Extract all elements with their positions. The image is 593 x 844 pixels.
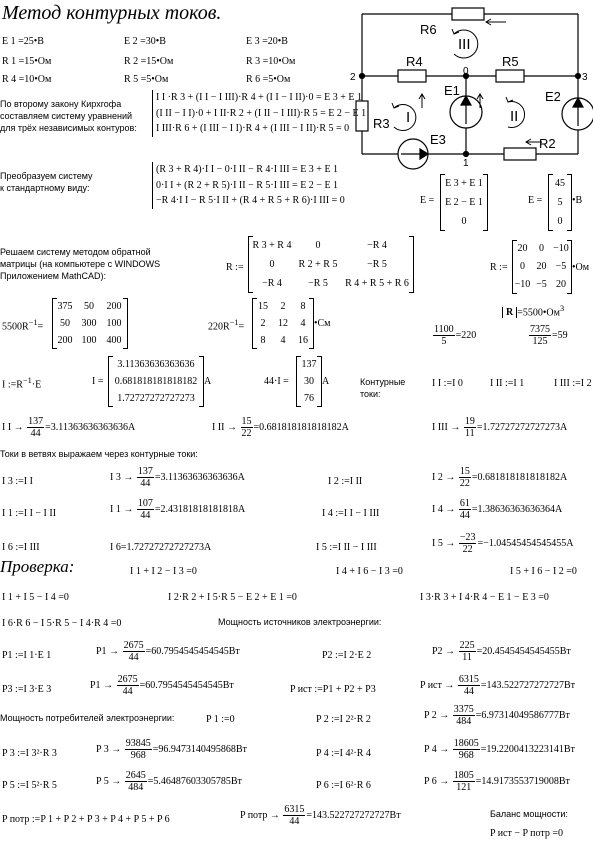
param-e3: E 3 =20•В bbox=[246, 36, 288, 47]
i44-unit: A bbox=[322, 376, 330, 387]
e-vector-symbolic: E 3 + E 1 E 2 − E 1 0 bbox=[440, 174, 488, 231]
power-def-p5c: P 5 :=I 5²·R 5 bbox=[2, 780, 57, 791]
balance-equation: P ист − P потр =0 bbox=[490, 828, 564, 839]
r-matrix-numeric: 20 0 −10 0 20 −5 −10 −5 20 bbox=[512, 240, 572, 294]
r-matrix-symbolic: R 3 + R 4 0 −R 4 0 R 2 + R 5 −R 5 −R 4 −R 5 R 4 + R 5 + R 6 bbox=[248, 236, 414, 293]
i-equation: I $:=R^{-1}\cdot E$ bbox=[2, 376, 42, 391]
inv2-matrix: 15 2 8 2 12 4 8 4 16 bbox=[252, 298, 314, 349]
param-r4: R 4 =10•Ом bbox=[2, 74, 52, 85]
resistor-r6 bbox=[452, 8, 484, 20]
node-3: 3 bbox=[582, 72, 588, 83]
standard-system: (R 3 + R 4)·I I − 0·I II − R 4·I III = E 3 + E 1 0·I I + (R 2 + R 5)·I II − R 5·I III = E 2 − E 1 −R 4·I I − R 5·I II + (R 4 + R 5 + R 6)·I III = 0 bbox=[152, 162, 345, 209]
label-r5: R5 bbox=[502, 54, 519, 69]
power-def-p1: P1 :=I 1·E 1 bbox=[2, 650, 52, 661]
power-total-val: P потр → $\frac{6315}{44}$ =143.522727272727Вт bbox=[240, 804, 401, 827]
fraction-b: $\frac{7375}{125}$ =59 bbox=[530, 324, 568, 347]
e-vector-num-label: E = bbox=[528, 195, 543, 206]
transform-text: Преобразуем систему к стандартному виду: bbox=[0, 171, 93, 194]
power-total-def: P потр :=P 1 + P 2 + P 3 + P 4 + P 5 + P 6 bbox=[2, 814, 170, 825]
node-0: 0 bbox=[463, 66, 469, 77]
solve-text: Решаем систему методом обратной матрицы (на компьютере с WINDOWS Приложением MathCAD): bbox=[0, 247, 161, 282]
branch-val-i2: I 2 → $\frac{15}{22}$ =0.681818181818182A bbox=[432, 466, 568, 489]
param-r5: R 5 =5•Ом bbox=[124, 74, 169, 85]
node-1: 1 bbox=[463, 158, 469, 169]
inv1-label: $5500R^{-1}=$ bbox=[2, 318, 44, 333]
source-power-text: Мощность источников электроэнергии: bbox=[218, 617, 382, 627]
balance-text: Баланс мощности: bbox=[490, 809, 568, 819]
loop-assign-1: I I :=I 0 bbox=[432, 378, 463, 389]
param-r6: R 6 =5•Ом bbox=[246, 74, 291, 85]
power-val-p6c: P 6 → $\frac{1805}{121}$ =14.9173553719008Вт bbox=[424, 770, 570, 793]
check-title: Проверка: bbox=[0, 557, 75, 576]
det-r: $R =5500•Ом^3$ bbox=[502, 304, 564, 318]
r-matrix-num-label: R := bbox=[490, 262, 508, 273]
param-e2: E 2 =30•В bbox=[124, 36, 166, 47]
power-def-pist: P ист :=P1 + P2 + P3 bbox=[290, 684, 376, 695]
param-e1: E 1 =25•В bbox=[2, 36, 44, 47]
param-r3: R 3 =10•Ом bbox=[246, 56, 296, 67]
r-unit: •Ом bbox=[572, 262, 590, 273]
label-e3: E3 bbox=[430, 132, 446, 147]
loop-value-3: I III → $\frac{19}{11}$ =1.72727272727273A bbox=[432, 416, 568, 439]
consumer-power-text: Мощность потребителей электроэнергии: bbox=[0, 713, 175, 723]
resistor-r4 bbox=[398, 70, 426, 82]
branch-val-i4: I 4 → $\frac{61}{44}$ =1.38636363636364A bbox=[432, 498, 563, 521]
e-vector-label: E = bbox=[420, 195, 435, 206]
node-2: 2 bbox=[350, 72, 356, 83]
power-def-p3: P3 :=I 3·E 3 bbox=[2, 684, 52, 695]
power-def-p3c: P 3 :=I 3²·R 3 bbox=[2, 748, 57, 759]
kirchhoff-system: I I ·R 3 + (I I − I III)·R 4 + (I I − I II)·0 = E 3 + E 1 (I II − I I)·0 + I II·R 2 + (I II − I III)·R 5 = E 2 − E 1 I III·R 6 + (I III − I I)·R 4 + (I III − I II)·R 5 = 0 bbox=[152, 90, 366, 137]
branch-def-i2: I 2 :=I II bbox=[328, 476, 363, 487]
resistor-r2 bbox=[504, 148, 536, 160]
i-vector-unit: A bbox=[204, 376, 212, 387]
r-matrix-label: R := bbox=[226, 262, 244, 273]
loop-assign-3: I III :=I 2 bbox=[554, 378, 592, 389]
branch-def-i3: I 3 :=I I bbox=[2, 476, 33, 487]
label-r4: R4 bbox=[406, 54, 423, 69]
power-def-p2c: P 2 :=I 2²·R 2 bbox=[316, 714, 371, 725]
e-unit: •В bbox=[572, 195, 583, 206]
check-1: I 1 + I 2 − I 3 =0 bbox=[130, 566, 197, 577]
e-vector-numeric: 45 5 0 bbox=[548, 174, 572, 231]
inv1-matrix: 375 50 200 50 300 100 200 100 400 bbox=[52, 298, 128, 349]
label-r6: R6 bbox=[420, 22, 437, 37]
fraction-a: $\frac{1100}{5}$ =220 bbox=[434, 324, 477, 347]
circuit-diagram bbox=[346, 4, 593, 174]
i44-label: 44·I = bbox=[264, 376, 289, 387]
kirchhoff-text: По второму закону Кирхгофа составляем систему уравнений для трёх независимых контуров: bbox=[0, 99, 137, 134]
check-6: I 3·R 3 + I 4·R 4 − E 1 − E 3 =0 bbox=[420, 592, 549, 603]
check-7: I 6·R 6 − I 5·R 5 − I 4·R 4 =0 bbox=[2, 618, 122, 629]
power-def-p1-zero: P 1 :=0 bbox=[206, 714, 235, 725]
power-def-p2: P2 :=I 2·E 2 bbox=[322, 650, 372, 661]
branch-val-i5: I 5 → $\frac{-23}{22}$ =−1.04545454545455A bbox=[432, 532, 574, 555]
branch-val-i6: I 6=1.72727272727273A bbox=[110, 542, 212, 553]
label-r3: R3 bbox=[373, 116, 390, 131]
loop-assign-2: I II :=I 1 bbox=[490, 378, 525, 389]
loop-value-2: I II → $\frac{15}{22}$ =0.681818181818182A bbox=[212, 416, 349, 439]
branch-text: Токи в ветвях выражаем через контурные токи: bbox=[0, 449, 198, 459]
power-def-p6c: P 6 :=I 6²·R 6 bbox=[316, 780, 371, 791]
inv2-label: $220R^{-1}=$ bbox=[208, 318, 245, 333]
inv2-unit: •См bbox=[314, 318, 331, 329]
power-val-p5c: P 5 → $\frac{2645}{484}$ =5.46487603305785Вт bbox=[96, 770, 242, 793]
i-vector: 3.11363636363636 0.681818181818182 1.72727272727273 bbox=[108, 356, 204, 407]
branch-val-i1: I 1 → $\frac{107}{44}$ =2.43181818181818A bbox=[110, 498, 246, 521]
branch-def-i1: I 1 :=I I − I II bbox=[2, 508, 57, 519]
loop-value-1: I I → $\frac{137}{44}$ =3.11363636363636A bbox=[2, 416, 136, 439]
label-e1: E1 bbox=[444, 83, 460, 98]
loop-currents-text: Контурные токи: bbox=[360, 377, 406, 400]
check-5: I 2·R 2 + I 5·R 5 − E 2 + E 1 =0 bbox=[168, 592, 297, 603]
branch-def-i5: I 5 :=I II − I III bbox=[316, 542, 377, 553]
check-2: I 4 + I 6 − I 3 =0 bbox=[336, 566, 403, 577]
loop-ii-label: II bbox=[510, 108, 519, 125]
check-3: I 5 + I 6 − I 2 =0 bbox=[510, 566, 577, 577]
branch-def-i6: I 6 :=I III bbox=[2, 542, 40, 553]
power-val-p1: P1 → $\frac{2675}{44}$ =60.7954545454545Вт bbox=[96, 640, 240, 663]
i44-vector: 137 30 76 bbox=[296, 356, 322, 407]
branch-def-i4: I 4 :=I I − I III bbox=[322, 508, 380, 519]
power-def-p4c: P 4 :=I 4²·R 4 bbox=[316, 748, 371, 759]
power-val-p2: P2 → $\frac{225}{11}$ =20.4545454545455Вт bbox=[432, 640, 571, 663]
loop-iii-label: III bbox=[458, 36, 471, 53]
branch-val-i3: I 3 → $\frac{137}{44}$ =3.11363636363636A bbox=[110, 466, 245, 489]
power-val-p4c: P 4 → $\frac{18605}{968}$ =19.2200413223141Вт bbox=[424, 738, 575, 761]
resistor-r5 bbox=[496, 70, 524, 82]
power-val-pist: P ист → $\frac{6315}{44}$ =143.522727272727Вт bbox=[420, 674, 576, 697]
label-r2: R2 bbox=[539, 136, 556, 151]
label-e2: E2 bbox=[545, 89, 561, 104]
page-title: Метод контурных токов. bbox=[2, 2, 222, 24]
check-4: I 1 + I 5 − I 4 =0 bbox=[2, 592, 69, 603]
power-val-p2c: P 2 → $\frac{3375}{484}$ =6.97314049586777Вт bbox=[424, 704, 570, 727]
loop-i-label: I bbox=[406, 109, 411, 126]
power-val-p3: P1 → $\frac{2675}{44}$ =60.7954545454545Вт bbox=[90, 674, 234, 697]
param-r2: R 2 =15•Ом bbox=[124, 56, 174, 67]
param-r1: R 1 =15•Ом bbox=[2, 56, 52, 67]
power-val-p3c: P 3 → $\frac{93845}{968}$ =96.9473140495868Вт bbox=[96, 738, 247, 761]
i-vector-label: I = bbox=[92, 376, 104, 387]
